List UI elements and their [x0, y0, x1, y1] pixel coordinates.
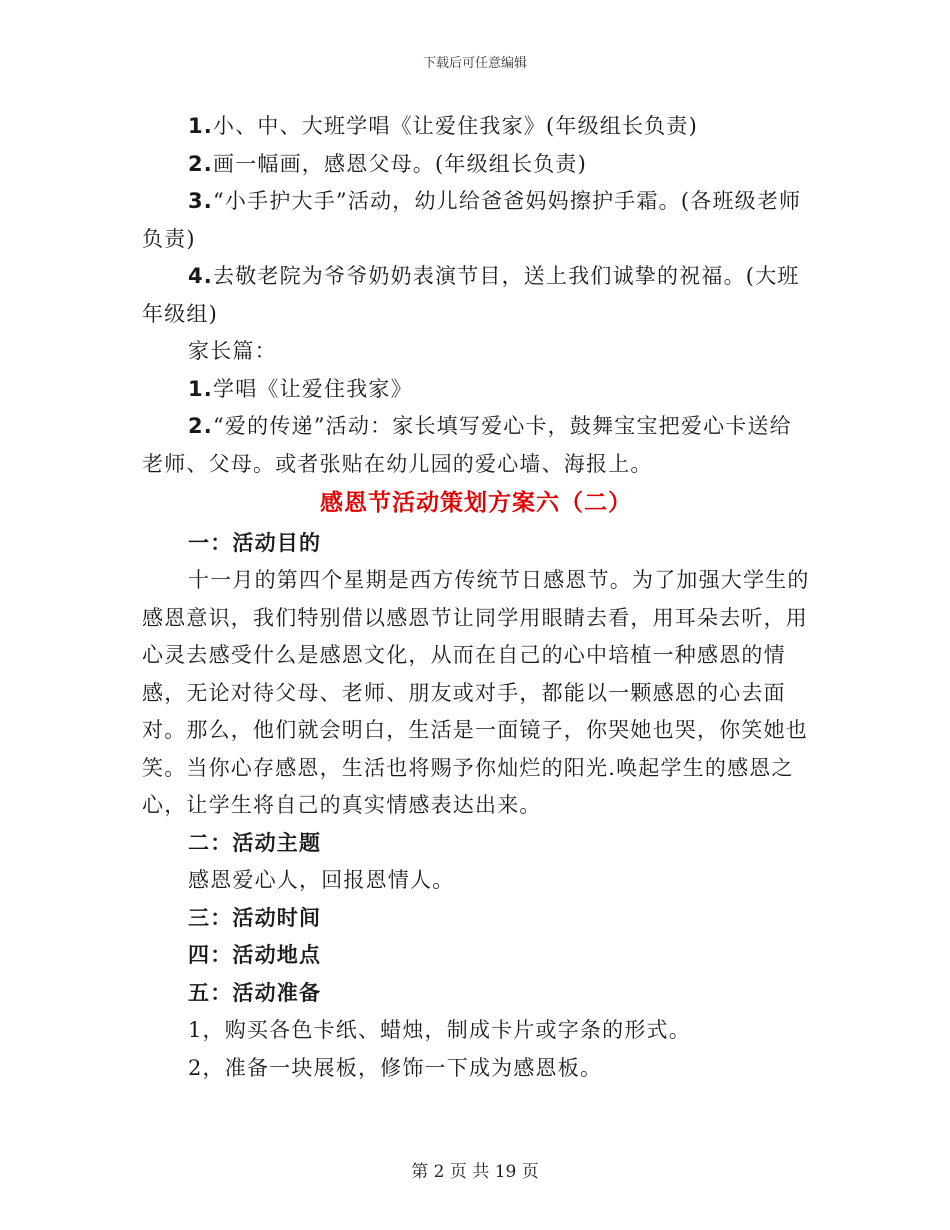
item-number: 4. [188, 264, 213, 288]
list-item [142, 183, 810, 258]
list-item [142, 371, 810, 409]
parents-section-label [142, 333, 810, 371]
heading-time: 三：活动时间 [188, 905, 322, 930]
document-body [142, 108, 810, 1087]
item-text: 学唱《让爱住我家》 [213, 376, 413, 401]
purpose-paragraph: 十一月的第四个星期是西方传统节日感恩节。为了加强大学生的感恩意识，我们特别借以感恩节让同学用眼睛去看，用耳朵去听，用心灵去感受什么是感恩文化，从而在自己的心中培植一种感恩的情感，无论对待父母、老师、朋友或对手，都能以一颗感恩的心去面对。那么，他们就会明白，生活是一面镜子，你哭她也哭，你笑她也笑。当你心存感恩，生活也将赐予你灿烂的阳光.唤起学生的感恩之心，让学生将自己的真实情感表达出来。 [142, 568, 810, 817]
item-number: 1. [188, 114, 213, 138]
list-item [142, 408, 810, 483]
list-item [142, 146, 810, 184]
list-item [142, 108, 810, 146]
heading-theme: 二：活动主题 [188, 830, 322, 855]
page-header: 下载后可任意编辑 [422, 56, 527, 71]
theme-paragraph: 感恩爱心人，回报恩情人。 [188, 868, 455, 892]
preparation-item: 1，购买各色卡纸、蜡烛，制成卡片或字条的形式。 [188, 1018, 691, 1042]
item-text: “小手护大手”活动，幼儿给爸爸妈妈擦护手霜。(各班级老师负责) [142, 189, 802, 251]
item-text: 家长篇： [188, 339, 277, 363]
item-number: 1. [188, 376, 213, 401]
list-item [142, 258, 810, 333]
heading-purpose: 一：活动目的 [188, 530, 322, 555]
page-footer: 第 2 页 共 19 页 [411, 1162, 539, 1182]
item-text: 画一幅画，感恩父母。(年级组长负责) [213, 151, 587, 176]
section-title: 感恩节活动策划方案六（二） [320, 490, 632, 516]
heading-location: 四：活动地点 [188, 943, 322, 967]
item-number: 2. [188, 151, 213, 176]
heading-preparation: 五：活动准备 [188, 980, 322, 1005]
preparation-item: 2，准备一块展板，修饰一下成为感恩板。 [188, 1055, 603, 1080]
item-text: 小、中、大班学唱《让爱住我家》(年级组长负责) [213, 114, 698, 138]
item-number: 2. [188, 414, 213, 438]
item-text: “爱的传递”活动：家长填写爱心卡，鼓舞宝宝把爱心卡送给老师、父母。或者张贴在幼儿园的爱心墙、海报上。 [142, 414, 792, 476]
item-number: 3. [188, 189, 213, 213]
item-text: 去敬老院为爷爷奶奶表演节目，送上我们诚挚的祝福。(大班年级组) [142, 264, 800, 326]
